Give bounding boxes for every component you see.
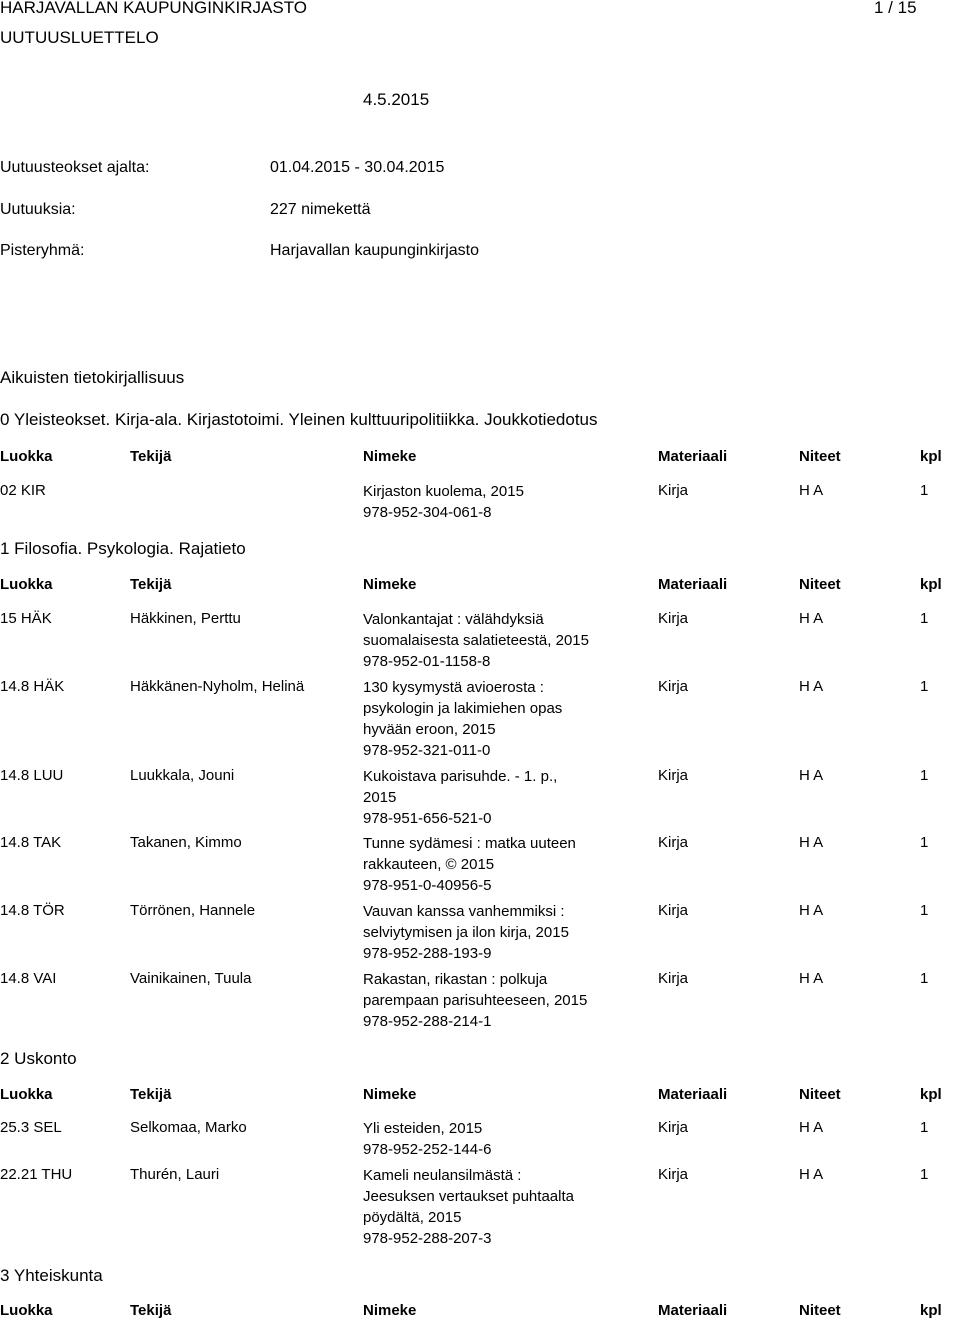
cell-nimeke: Tunne sydämesi : matka uuteen rakkauteen, © 2015 978-951-0-40956-5 — [363, 835, 576, 894]
col-materiaali: Materiaali — [658, 448, 728, 465]
col-niteet: Niteet — [799, 1086, 841, 1103]
count-value: 227 nimekettä — [270, 201, 371, 218]
cell-luokka: 14.8 LUU — [0, 767, 64, 784]
cell-kpl: 1 — [920, 610, 929, 627]
cell-luokka: 15 HÄK — [0, 610, 52, 627]
cell-niteet: H A — [799, 1119, 824, 1136]
cell-kpl: 1 — [920, 834, 929, 851]
cell-tekija: Häkkänen-Nyholm, Helinä — [130, 678, 305, 695]
cell-materiaali: Kirja — [658, 610, 689, 627]
col-niteet: Niteet — [799, 448, 841, 465]
col-materiaali: Materiaali — [658, 1302, 728, 1319]
category-heading: Aikuisten tietokirjallisuus — [0, 368, 185, 387]
cell-tekija: Thurén, Lauri — [130, 1166, 220, 1183]
cell-luokka: 14.8 HÄK — [0, 678, 65, 695]
cell-nimeke: Vauvan kanssa vanhemmiksi : selviytymisen ja ilon kirja, 2015 978-952-288-193-9 — [363, 903, 569, 962]
col-tekija: Tekijä — [130, 448, 172, 465]
col-nimeke: Nimeke — [363, 576, 417, 593]
cell-kpl: 1 — [920, 1119, 929, 1136]
page-number: 1 / 15 — [874, 0, 917, 17]
cell-niteet: H A — [799, 970, 824, 987]
count-label: Uutuuksia: — [0, 201, 76, 218]
cell-tekija: Vainikainen, Tuula — [130, 970, 252, 987]
col-luokka: Luokka — [0, 1302, 53, 1319]
cell-nimeke: Rakastan, rikastan : polkuja parempaan parisuhteeseen, 2015 978-952-288-214-1 — [363, 971, 588, 1030]
cell-nimeke: Kirjaston kuolema, 2015 978-952-304-061-8 — [363, 483, 524, 521]
period-label: Uutuusteokset ajalta: — [0, 159, 150, 176]
section-title: 3 Yhteiskunta — [0, 1266, 103, 1285]
cell-materiaali: Kirja — [658, 678, 689, 695]
col-kpl: kpl — [920, 1302, 942, 1319]
col-nimeke: Nimeke — [363, 1086, 417, 1103]
group-value: Harjavallan kaupunginkirjasto — [270, 242, 480, 259]
section-title: 0 Yleisteokset. Kirja-ala. Kirjastotoimi. Yleinen kulttuuripolitiikka. Joukkotiedotus — [0, 410, 598, 429]
col-kpl: kpl — [920, 1086, 942, 1103]
cell-tekija: Luukkala, Jouni — [130, 767, 235, 784]
library-name: HARJAVALLAN KAUPUNGINKIRJASTO — [0, 0, 308, 17]
cell-kpl: 1 — [920, 970, 929, 987]
cell-niteet: H A — [799, 767, 824, 784]
col-tekija: Tekijä — [130, 1086, 172, 1103]
col-kpl: kpl — [920, 576, 942, 593]
cell-niteet: H A — [799, 902, 824, 919]
col-luokka: Luokka — [0, 448, 53, 465]
cell-tekija: Häkkinen, Perttu — [130, 610, 241, 627]
report-date: 4.5.2015 — [363, 90, 430, 109]
col-materiaali: Materiaali — [658, 1086, 728, 1103]
cell-nimeke: Kameli neulansilmästä : Jeesuksen vertaukset puhtaalta pöydältä, 2015 978-952-288-207-3 — [363, 1167, 574, 1247]
section-title: 1 Filosofia. Psykologia. Rajatieto — [0, 539, 246, 558]
col-nimeke: Nimeke — [363, 448, 417, 465]
cell-tekija: Törrönen, Hannele — [130, 902, 256, 919]
cell-tekija: Selkomaa, Marko — [130, 1119, 247, 1136]
col-luokka: Luokka — [0, 1086, 53, 1103]
cell-nimeke: Valonkantajat : välähdyksiä suomalaisesta salatieteestä, 2015 978-952-01-1158-8 — [363, 611, 589, 670]
cell-nimeke: Yli esteiden, 2015 978-952-252-144-6 — [363, 1120, 492, 1158]
cell-niteet: H A — [799, 834, 824, 851]
cell-kpl: 1 — [920, 482, 929, 499]
col-tekija: Tekijä — [130, 1302, 172, 1319]
cell-kpl: 1 — [920, 1166, 929, 1183]
cell-niteet: H A — [799, 482, 824, 499]
cell-nimeke: Kukoistava parisuhde. - 1. p., 2015 978-951-656-521-0 — [363, 768, 558, 827]
col-luokka: Luokka — [0, 576, 53, 593]
cell-tekija: Takanen, Kimmo — [130, 834, 242, 851]
cell-materiaali: Kirja — [658, 1166, 689, 1183]
cell-kpl: 1 — [920, 902, 929, 919]
cell-kpl: 1 — [920, 678, 929, 695]
group-label: Pisteryhmä: — [0, 242, 85, 259]
col-materiaali: Materiaali — [658, 576, 728, 593]
cell-nimeke: 130 kysymystä avioerosta : psykologin ja lakimiehen opas hyvään eroon, 2015 978-952-321-011-0 — [363, 679, 563, 759]
cell-niteet: H A — [799, 610, 824, 627]
cell-luokka: 14.8 TÖR — [0, 902, 65, 919]
cell-materiaali: Kirja — [658, 482, 689, 499]
cell-materiaali: Kirja — [658, 970, 689, 987]
list-title: UUTUUSLUETTELO — [0, 28, 159, 47]
cell-materiaali: Kirja — [658, 1119, 689, 1136]
cell-niteet: H A — [799, 1166, 824, 1183]
section-title: 2 Uskonto — [0, 1049, 77, 1068]
period-value: 01.04.2015 - 30.04.2015 — [270, 159, 445, 176]
cell-niteet: H A — [799, 678, 824, 695]
col-kpl: kpl — [920, 448, 942, 465]
cell-luokka: 25.3 SEL — [0, 1119, 62, 1136]
cell-materiaali: Kirja — [658, 767, 689, 784]
cell-materiaali: Kirja — [658, 902, 689, 919]
cell-materiaali: Kirja — [658, 834, 689, 851]
col-tekija: Tekijä — [130, 576, 172, 593]
cell-luokka: 14.8 TAK — [0, 834, 62, 851]
col-niteet: Niteet — [799, 576, 841, 593]
cell-luokka: 14.8 VAI — [0, 970, 57, 987]
cell-luokka: 02 KIR — [0, 482, 46, 499]
col-niteet: Niteet — [799, 1302, 841, 1319]
cell-kpl: 1 — [920, 767, 929, 784]
cell-luokka: 22.21 THU — [0, 1166, 73, 1183]
col-nimeke: Nimeke — [363, 1302, 417, 1319]
